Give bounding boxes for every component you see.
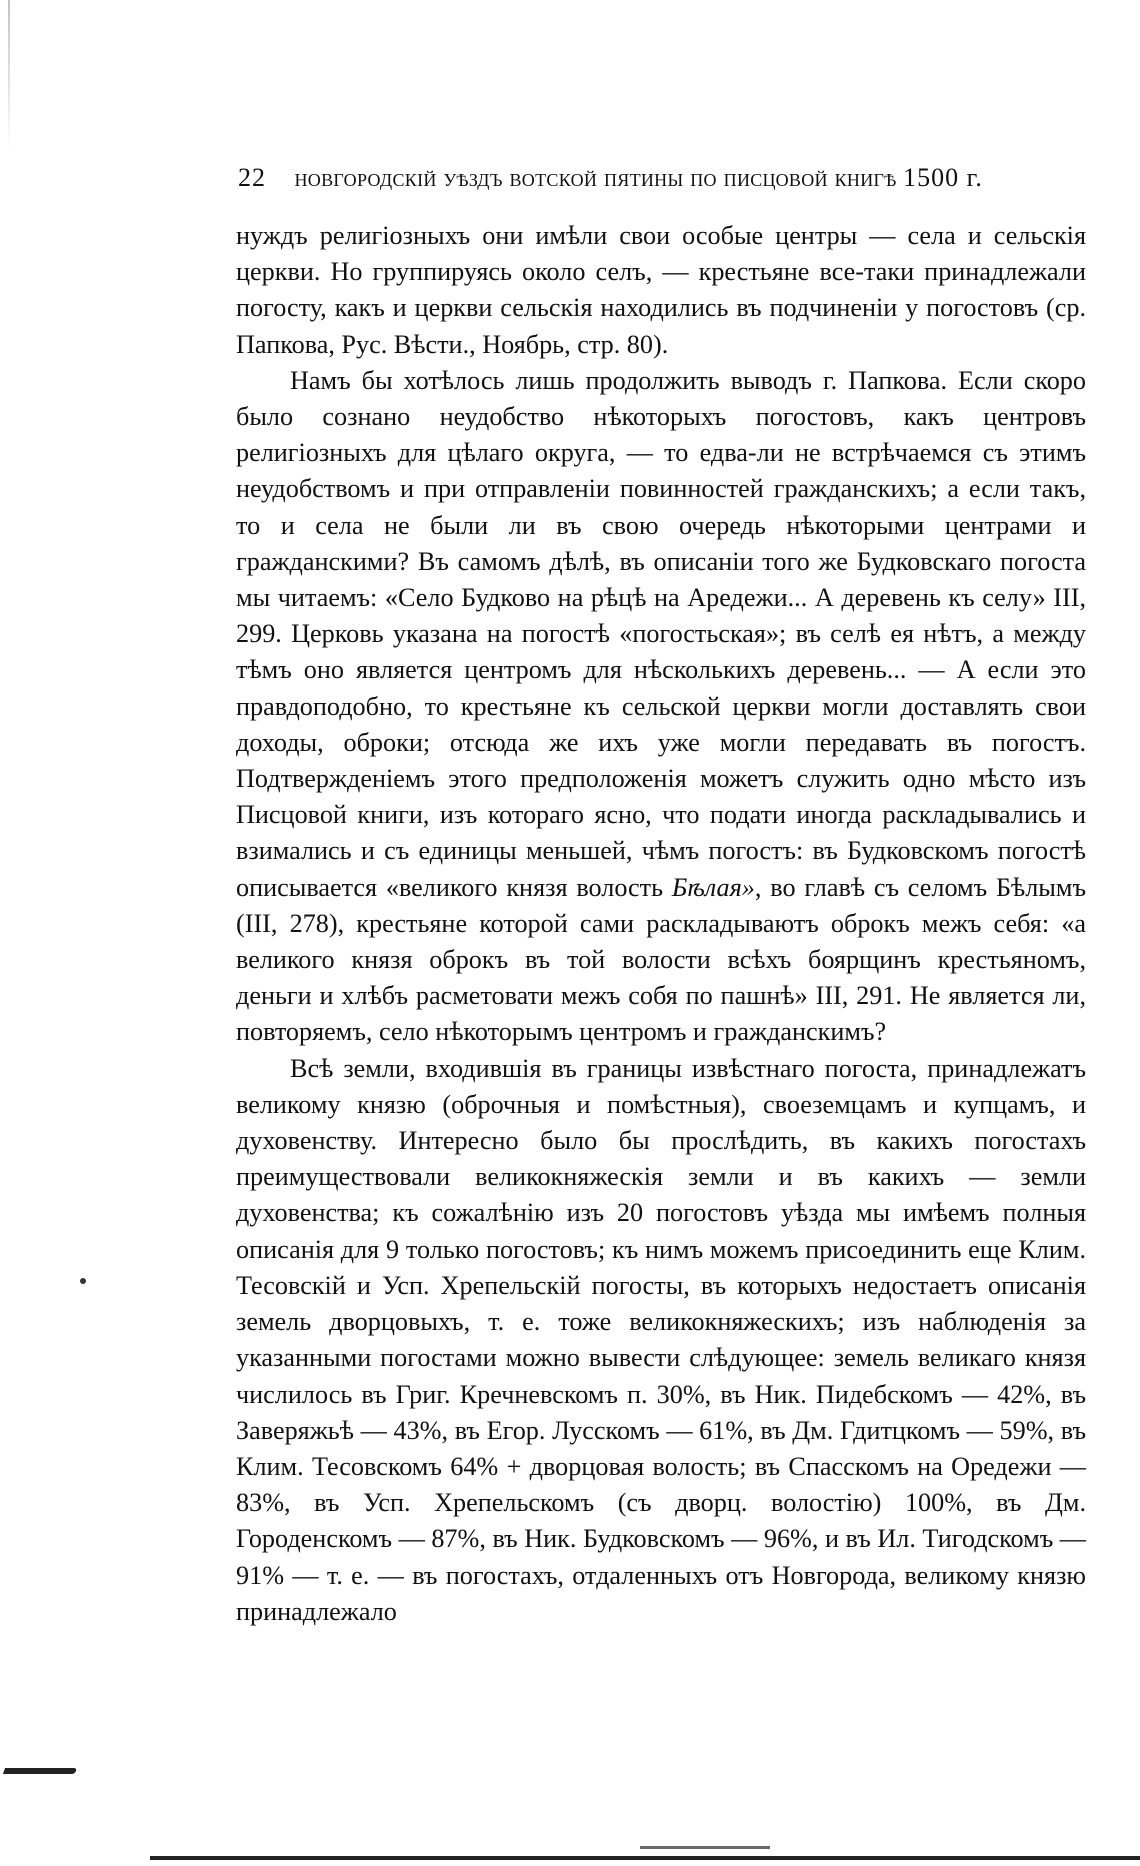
page-number: 22 (238, 163, 266, 192)
paragraph-3: Всѣ земли, входившія въ границы извѣстнаго погоста, принадлежатъ великому князю (оброчныя и помѣстныя), своеземцамъ и купцамъ, и духовенству. Интересно было бы прослѣдить, въ какихъ погостахъ преимуществовали великокняжескія земли и въ какихъ — земли духовенства; къ сожалѣнію изъ 20 погостовъ уѣзда мы имѣемъ полныя описанія для 9 только погостовъ; къ нимъ можемъ присоединить еще Клим. Тесовскій и Усп. Хрепельскій погосты, въ которыхъ недостаетъ описанія земель дворцовыхъ, т. е. тоже великокняжескихъ; изъ наблюденія за указанными погостами можно вывести слѣдующее: земель великаго князя числилось въ Григ. Кречневскомъ п. 30%, въ Ник. Пидебскомъ — 42%, въ Заверяжьѣ — 43%, въ Егор. Лусскомъ — 61%, въ Дм. Гдитцкомъ — 59%, въ Клим. Тесовскомъ 64% + дворцовая волость; въ Спасскомъ на Оредежи — 83%, въ Усп. Хрепельскомъ (съ дворц. волостію) 100%, въ Дм. Городенскомъ — 87%, въ Ник. Будковскомъ — 96%, и въ Ил. Тигодскомъ — 91% — т. е. — въ погостахъ, отдаленныхъ отъ Новгорода, великому князю принадлежало (236, 1053, 1086, 1626)
running-head-title: новгородскій уѣздъ вотской пятины по писцовой книгѣ (294, 163, 897, 192)
paragraph-2 (236, 363, 1086, 1051)
running-head-year: 1500 г. (903, 163, 983, 192)
page-edge-shadow (8, 0, 10, 150)
scan-artifact-mark (3, 1768, 77, 1774)
margin-dot (80, 1278, 86, 1284)
running-head (238, 163, 1038, 193)
paragraph-1: нуждъ религіозныхъ они имѣли свои особые центры — села и сельскія церкви. Но группируясь около селъ, — крестьяне все-таки принадлежали погосту, какъ и церкви сельскія находились въ подчиненіи у погостовъ (ср. Папкова, Рус. Вѣсти., Ноябрь, стр. 80). (236, 221, 1086, 359)
paragraph-2-italic: Бѣлая» (671, 872, 755, 902)
paragraph-2-part-1: Намъ бы хотѣлось лишь продолжить выводъ г. Папкова. Если скоро было сознано неудобство нѣкоторыхъ погостовъ, какъ центровъ религіозныхъ для цѣлаго округа, — то едва-ли не встрѣчаемся съ этимъ неудобствомъ и при отправленіи повинностей гражданскихъ; а если такъ, то и села не были ли въ свою очередь нѣкоторыми центрами и гражданскими? Въ самомъ дѣлѣ, въ описаніи того же Будковскаго погоста мы читаемъ: «Село Будково на рѣцѣ на Аредежи... А деревень къ селу» III, 299. Церковь указана на погостѣ «погостьская»; въ селѣ ея нѣтъ, а между тѣмъ оно является центромъ для нѣсколькихъ деревень... — А если это правдоподобно, то крестьяне къ сельской церкви могли доставлять свои доходы, оброки; отсюда же ихъ уже могли передавать въ погостъ. Подтвержденіемъ этого предположенія можетъ служить одно мѣсто изъ Писцовой книги, изъ котораго ясно, что подати иногда раскладывались и взимались и съ единицы меньшей, чѣмъ погостъ: въ Будковскомъ погостѣ описывается «великого князя волость (236, 365, 1086, 902)
paragraph-2-part-2: , во главѣ съ селомъ Бѣлымъ (III, 278), крестьяне которой сами раскладываютъ оброкъ межъ себя: «а великого князя оброкъ въ той волости всѣхъ боярщинъ крестьяномъ, деньги и хлѣбъ расметовати межъ собя по пашнѣ» III, 291. Не является ли, повторяемъ, село нѣкоторымъ центромъ и гражданскимъ? (236, 872, 1086, 1047)
bottom-rule (150, 1856, 1140, 1860)
bottom-rule-fragment (640, 1846, 770, 1849)
body-text (236, 218, 1086, 1630)
